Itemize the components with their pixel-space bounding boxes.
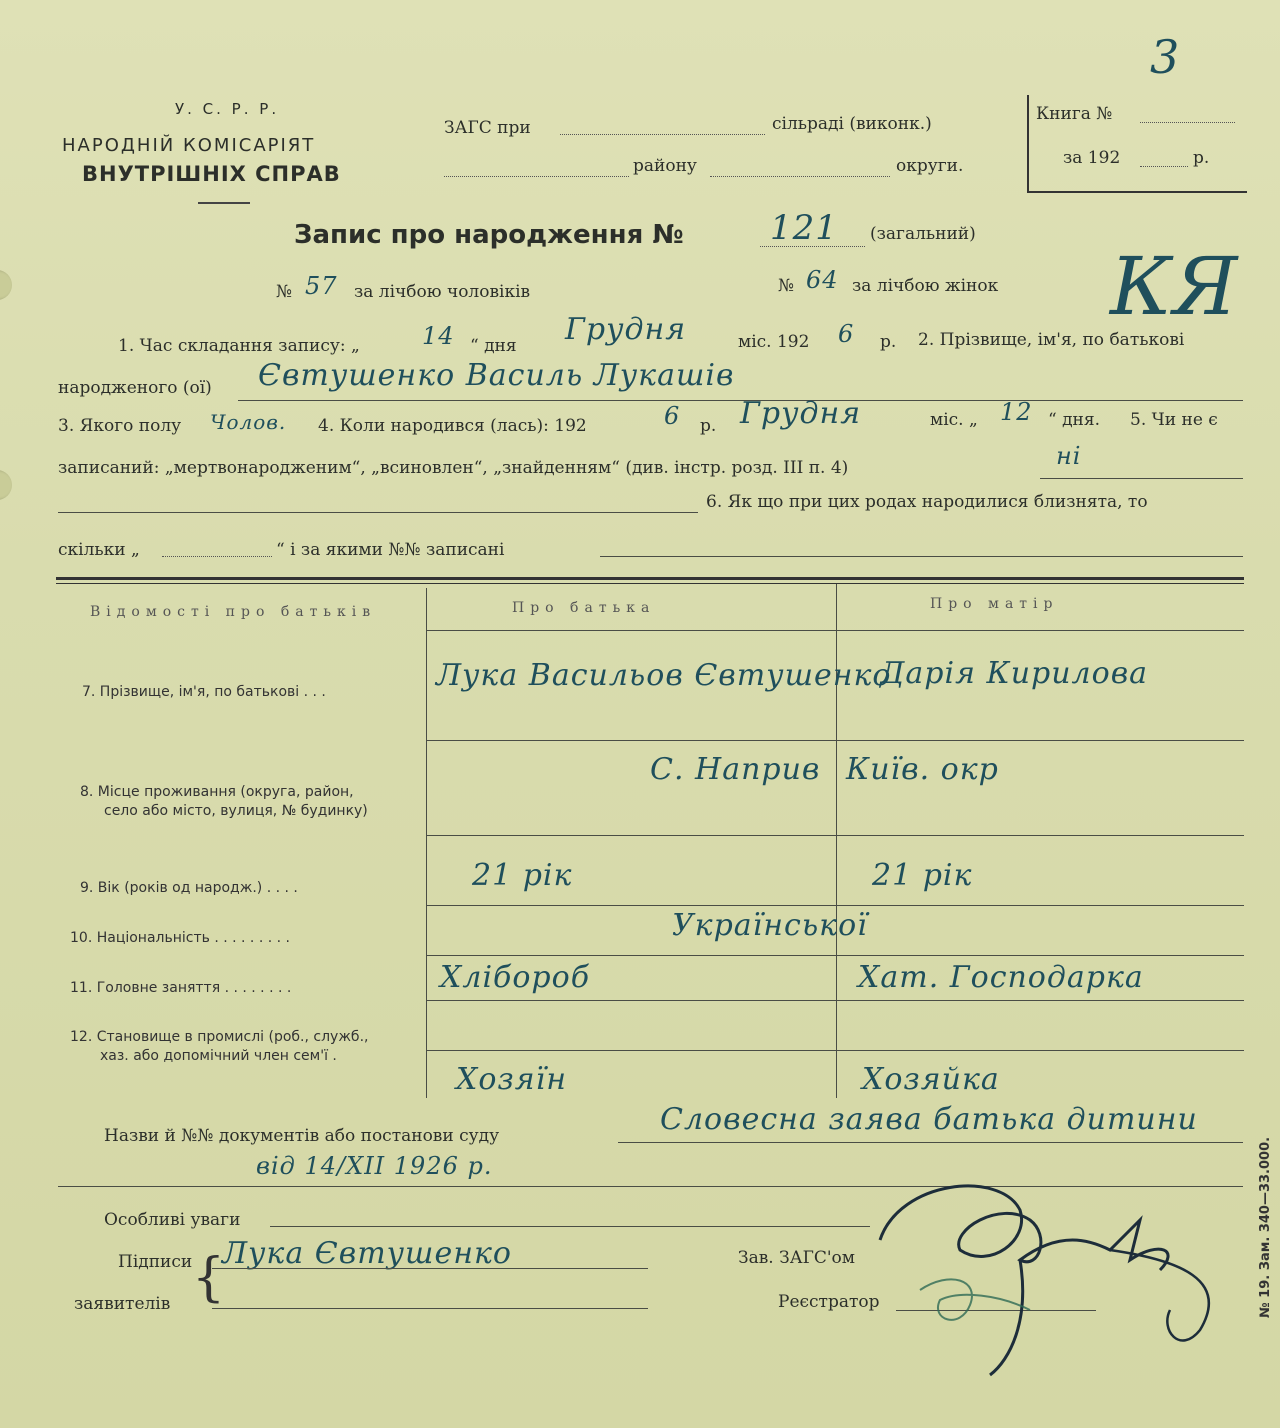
zags-silradi: сільраді (виконк.) (772, 114, 932, 134)
male-no-prefix: № (276, 282, 293, 302)
table-row-label: хаз. або допомічний член сем'ї . (100, 1048, 337, 1064)
table-top-rule (56, 577, 1244, 580)
punch-hole (0, 470, 12, 500)
q5-label2: записаний: „мертвонародженим“, „всиновлен“, „знайденням“ (див. інстр. розд. III п. 4) (58, 458, 849, 478)
docs-label: Назви й №№ документів або постанови суду (104, 1126, 500, 1146)
docs-hand-date: від 14/XII 1926 р. (256, 1152, 493, 1180)
q4-r: р. (700, 416, 717, 436)
zags-dots (560, 134, 765, 135)
corner-initials-hand: КЯ (1110, 240, 1239, 333)
q2-label: 2. Прізвище, ім'я, по батькові (918, 330, 1185, 350)
punch-hole (0, 270, 12, 300)
q2-name-hand: Євтушенко Василь Лукашів (258, 358, 735, 393)
table-row-label: село або місто, вулиця, № будинку) (104, 803, 368, 819)
q1-mis: міс. 192 (738, 332, 810, 352)
female-no-prefix: № (778, 276, 795, 296)
col-header-father: Про батька (512, 600, 656, 616)
table-header-rule (426, 630, 1244, 631)
book-label: Книга № (1036, 104, 1113, 124)
q2-label2: народженого (ої) (58, 378, 212, 398)
commissariat-line1: НАРОДНІЙ КОМІСАРІЯТ (62, 135, 316, 156)
q1-day-hand: 14 (422, 322, 455, 350)
okruhy-label: округи. (896, 156, 964, 176)
mother-status-hand: Хозяйка (862, 1062, 1000, 1097)
table-row-label: 9. Вік (років од народж.) . . . . (80, 880, 298, 896)
book-year-prefix: за 192 (1063, 148, 1121, 168)
table-row-rule (426, 1050, 1244, 1051)
q1-dnia: “ дня (470, 336, 517, 356)
table-row-rule (426, 905, 1244, 906)
q4-label: 4. Коли народився (лась): 192 (318, 416, 587, 436)
table-row-label: 10. Національність . . . . . . . . . (70, 930, 290, 946)
q5-answer-hand: ні (1056, 442, 1082, 470)
head-zags-label: Зав. ЗАГС'ом (738, 1248, 855, 1268)
father-residence-hand: С. Наприв (650, 752, 821, 787)
mother-occupation-hand: Хат. Господарка (858, 960, 1144, 995)
q6-label: 6. Як що при цих родах народилися близнята, то (706, 492, 1148, 512)
docs-hand: Словесна заява батька дитини (660, 1102, 1198, 1137)
table-row-rule (426, 1000, 1244, 1001)
zags-prefix: ЗАГС при (444, 118, 531, 138)
signature-line-1 (212, 1268, 648, 1269)
q6-label2: скільки „ (58, 540, 140, 560)
table-row-rule (426, 835, 1244, 836)
mother-name-hand: Дарія Кирилова (880, 656, 1149, 691)
female-no-hand: 64 (806, 266, 839, 294)
raion-dots (444, 176, 629, 177)
nationality-hand: Української (672, 908, 868, 943)
book-year-dots (1140, 166, 1188, 167)
q4-month-hand: Грудня (740, 396, 862, 431)
father-age-hand: 21 рік (472, 858, 573, 893)
father-status-hand: Хозяїн (456, 1062, 567, 1097)
book-dots (1140, 122, 1235, 123)
docs-underline (618, 1142, 1243, 1143)
record-number-hand: 121 (770, 208, 838, 248)
male-no-hand: 57 (305, 272, 338, 300)
col-header-mother: Про матір (930, 596, 1059, 612)
table-row-rule (426, 955, 1244, 956)
q1-month-hand: Грудня (565, 312, 687, 347)
col-header-info: Відомості про батьків (90, 604, 377, 620)
mother-age-hand: 21 рік (872, 858, 973, 893)
q4-dnia: “ дня. (1048, 410, 1101, 430)
commissariat-line2: ВНУТРІШНІХ СПРАВ (82, 162, 341, 186)
signature-line-2 (212, 1308, 648, 1309)
notes-underline (270, 1226, 870, 1227)
table-top-rule-thin (56, 583, 1244, 584)
male-count-label: за лічбою чоловіків (354, 282, 531, 302)
table-row-label: 11. Головне заняття . . . . . . . . (70, 980, 292, 996)
q1-year-hand: 6 (838, 320, 855, 348)
book-year-suffix: р. (1193, 148, 1210, 168)
q4-day-hand: 12 (1000, 398, 1033, 426)
q1-label: 1. Час складання запису: „ (118, 336, 360, 356)
record-title: Запис про народження № (294, 220, 684, 250)
table-row-label: 8. Місце проживання (округа, район, (80, 784, 354, 800)
q6-label3: “ і за якими №№ записані (276, 540, 505, 560)
applicant-signature-hand: Лука Євтушенко (222, 1236, 512, 1271)
q6-count-dots (162, 556, 272, 557)
table-col-divider-1 (426, 588, 427, 1098)
father-occupation-hand: Хлібороб (440, 960, 591, 995)
q4-year-hand: 6 (664, 402, 681, 430)
q3-sex-hand: Чолов. (210, 410, 287, 434)
okruhy-dots (710, 176, 890, 177)
q5-label: 5. Чи не є (1130, 410, 1218, 430)
signatures-label-2: заявителів (74, 1294, 171, 1314)
female-count-label: за лічбою жінок (852, 276, 999, 296)
table-row-label: 7. Прізвище, ім'я, по батькові . . . (82, 684, 326, 700)
page-number-hand: 3 (1150, 30, 1181, 84)
table-row-rule (426, 740, 1244, 741)
registrar-label: Реєстратор (778, 1292, 880, 1312)
q4-mis: міс. „ (930, 410, 978, 430)
official-signature (860, 1160, 1230, 1390)
signatures-brace: { (192, 1248, 226, 1308)
q3-label: 3. Якого полу (58, 416, 182, 436)
header-rule (198, 202, 250, 204)
q1-r: р. (880, 332, 897, 352)
record-number-dots (760, 246, 865, 247)
table-row-label: 12. Становище в промислі (роб., служб., (70, 1029, 369, 1045)
q6-blank-line (58, 512, 698, 513)
notes-label: Особливі уваги (104, 1210, 241, 1230)
mother-residence-hand: Київ. окр (846, 752, 999, 787)
side-print-order: № 19. Зам. 340—33.000. (1258, 1136, 1273, 1318)
record-title-suffix: (загальний) (870, 224, 976, 244)
raion-label: району (633, 156, 697, 176)
signatures-label-1: Підписи (118, 1252, 193, 1272)
q5-underline (1040, 478, 1243, 479)
father-name-hand: Лука Васильов Євтушенко (436, 658, 892, 693)
republic-label: У. С. Р. Р. (175, 100, 280, 118)
q6-underline (600, 556, 1243, 557)
